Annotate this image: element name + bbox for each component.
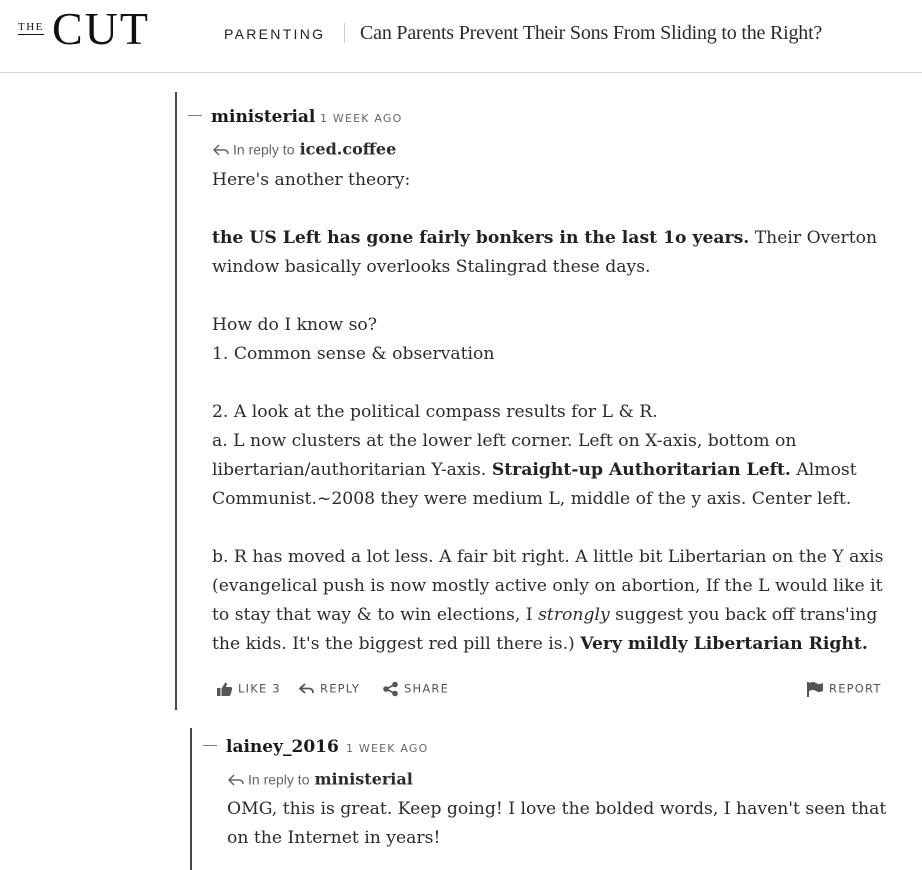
body-line: to stay that way & to win elections, I strongly suggest you back off trans'ing [212,605,878,625]
report-label: REPORT [829,681,882,696]
reply-arrow-icon [227,773,245,787]
collapse-toggle[interactable] [188,115,202,116]
comment-timestamp: 1 WEEK AGO [346,742,429,755]
in-reply-to-author[interactable]: iced.coffee [299,139,397,159]
in-reply-to-author[interactable]: ministerial [314,769,413,789]
share-icon [382,681,399,697]
reply-icon [298,682,315,696]
body-line: libertarian/authoritarian Y-axis. Straight-up Authoritarian Left. Almost [212,460,857,480]
body-line: the US Left has gone fairly bonkers in the last 1o years. Their Overton [212,228,878,248]
thumbs-up-icon [216,681,233,697]
report-button[interactable] [806,679,882,698]
body-line: on the Internet in years! [227,828,441,848]
logo-the-text: THE [18,21,44,33]
body-line: Communist.~2008 they were medium L, middle of the y axis. Center left. [212,489,852,509]
comment-author[interactable]: lainey_2016 [226,737,339,757]
comment-timestamp: 1 WEEK AGO [320,112,403,125]
body-line: a. L now clusters at the lower left corner. Left on X-axis, bottom on [212,431,797,451]
italic-text: strongly [538,605,610,625]
body-line: OMG, this is great. Keep going! I love the bolded words, I haven't seen that [227,799,887,819]
site-header [0,0,922,73]
flag-icon [806,681,824,697]
reply-button[interactable] [298,679,360,698]
section-link[interactable]: PARENTING [224,26,326,42]
reply-arrow-icon [212,143,230,157]
article-headline[interactable]: Can Parents Prevent Their Sons From Sliding to the Right? [360,22,823,44]
comment-body [212,166,883,659]
share-button[interactable] [382,679,449,698]
in-reply-to [212,139,396,160]
body-line: How do I know so? [212,315,377,335]
collapse-toggle[interactable] [203,745,217,746]
like-label: LIKE 3 [238,681,281,696]
body-line: b. R has moved a lot less. A fair bit right. A little bit Libertarian on the Y axis [212,547,884,567]
logo-cut-text: CUT [52,3,150,54]
thread-line [190,728,192,870]
body-line: the kids. It's the biggest red pill there is.) Very mildly Libertarian Right. [212,634,868,654]
in-reply-to-label: In reply to [248,771,310,788]
like-button[interactable] [216,679,281,698]
body-line: window basically overlooks Stalingrad these days. [212,257,651,277]
thread-line [175,92,177,710]
body-line: (evangelical push is now mostly active only on abortion, If the L would like it [212,576,883,596]
body-line: Here's another theory: [212,170,411,190]
bold-text: Straight-up Authoritarian Left. [491,460,791,480]
bold-text: the US Left has gone fairly bonkers in the last 1o years. [212,228,750,248]
in-reply-to [227,769,413,790]
bold-text: Very mildly Libertarian Right. [580,634,868,654]
body-line: 1. Common sense & observation [212,344,495,364]
reply-label: REPLY [320,681,361,696]
in-reply-to-label: In reply to [233,141,295,158]
comment-author[interactable]: ministerial [211,107,316,127]
body-line: 2. A look at the political compass results for L & R. [212,402,658,422]
header-divider [344,23,345,43]
share-label: SHARE [404,681,450,696]
comment-body [227,795,886,853]
